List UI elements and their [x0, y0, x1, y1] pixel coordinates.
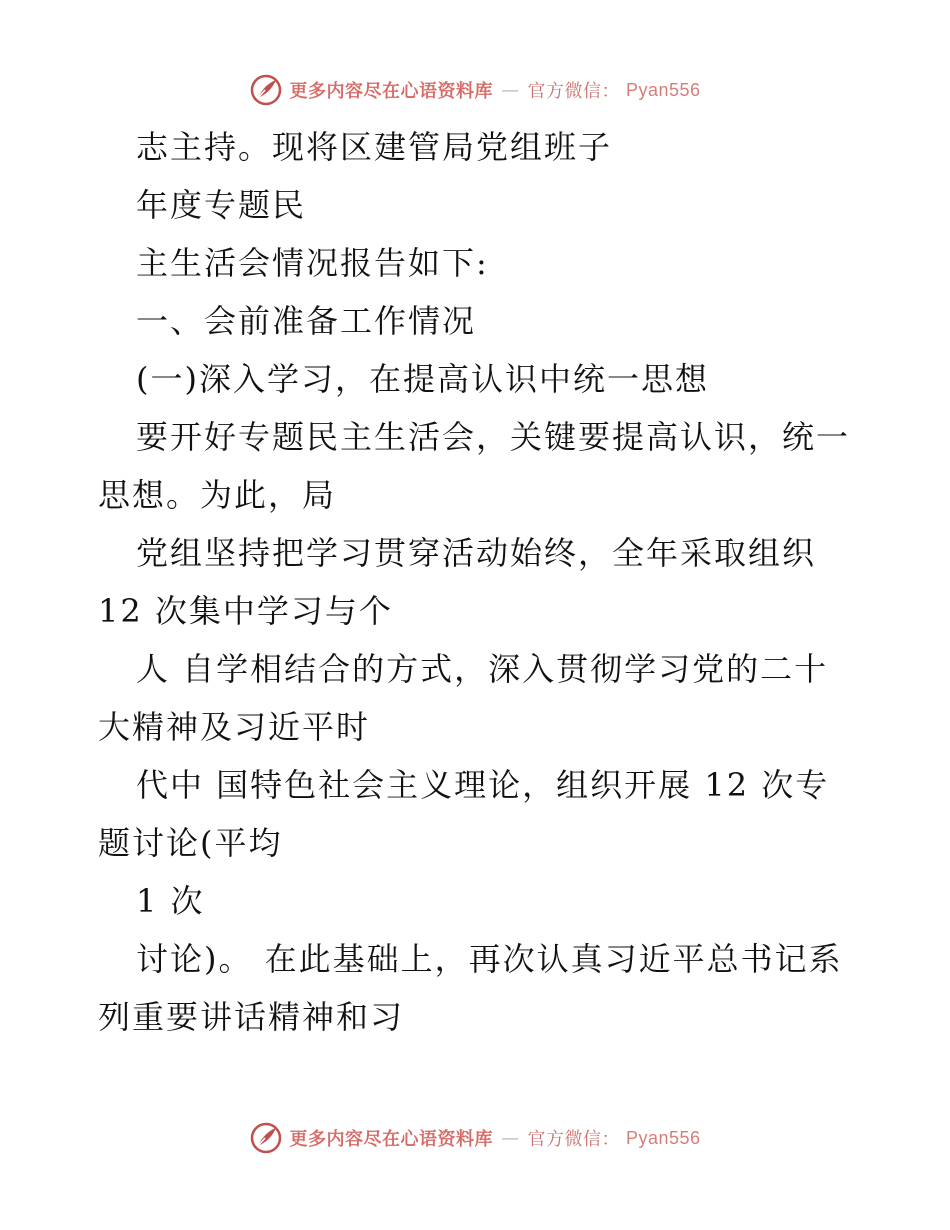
banner-separator: — — [500, 1127, 520, 1149]
banner-separator: — — [500, 79, 520, 101]
body-line: 志主持。现将区建管局党组班子 — [136, 128, 613, 166]
body-line: 年度专题民 — [136, 186, 307, 224]
feather-pen-logo-icon — [249, 1121, 283, 1155]
section-heading: 一、会前准备工作情况 — [136, 302, 477, 340]
body-line: 思想。为此，局 — [98, 476, 337, 514]
subsection-heading: (一)深入学习，在提高认识中统一思想 — [136, 360, 709, 398]
body-line: 题讨论(平均 — [98, 824, 283, 862]
banner-wechat-label: 官方微信： — [527, 81, 620, 102]
feather-pen-logo-icon — [249, 73, 283, 107]
body-line: 要开好专题民主生活会，关键要提高认识，统一 — [136, 418, 851, 456]
body-line: 主生活会情况报告如下: — [136, 244, 489, 282]
body-line: 1 次 — [136, 882, 205, 920]
footer-watermark-banner — [0, 1118, 950, 1158]
body-line: 列重要讲话精神和习 — [98, 998, 405, 1036]
body-line: 12 次集中学习与个 — [98, 592, 393, 630]
banner-wechat-handle: Pyan556 — [625, 1127, 701, 1148]
banner-wechat-label: 官方微信： — [527, 1129, 620, 1150]
body-line: 人 自学相结合的方式，深入贯彻学习党的二十 — [136, 650, 829, 688]
banner-wechat-handle: Pyan556 — [625, 79, 701, 100]
body-line: 党组坚持把学习贯穿活动始终，全年采取组织 — [136, 534, 817, 572]
body-line: 讨论)。 在此基础上，再次认真习近平总书记系 — [136, 940, 843, 978]
banner-site-text: 更多内容尽在心语资料库 — [289, 81, 493, 102]
header-watermark-banner — [0, 70, 950, 110]
banner-site-text: 更多内容尽在心语资料库 — [289, 1129, 493, 1150]
body-line: 大精神及习近平时 — [98, 708, 371, 746]
body-line: 代中 国特色社会主义理论，组织开展 12 次专 — [136, 766, 830, 804]
document-body — [98, 118, 868, 1046]
